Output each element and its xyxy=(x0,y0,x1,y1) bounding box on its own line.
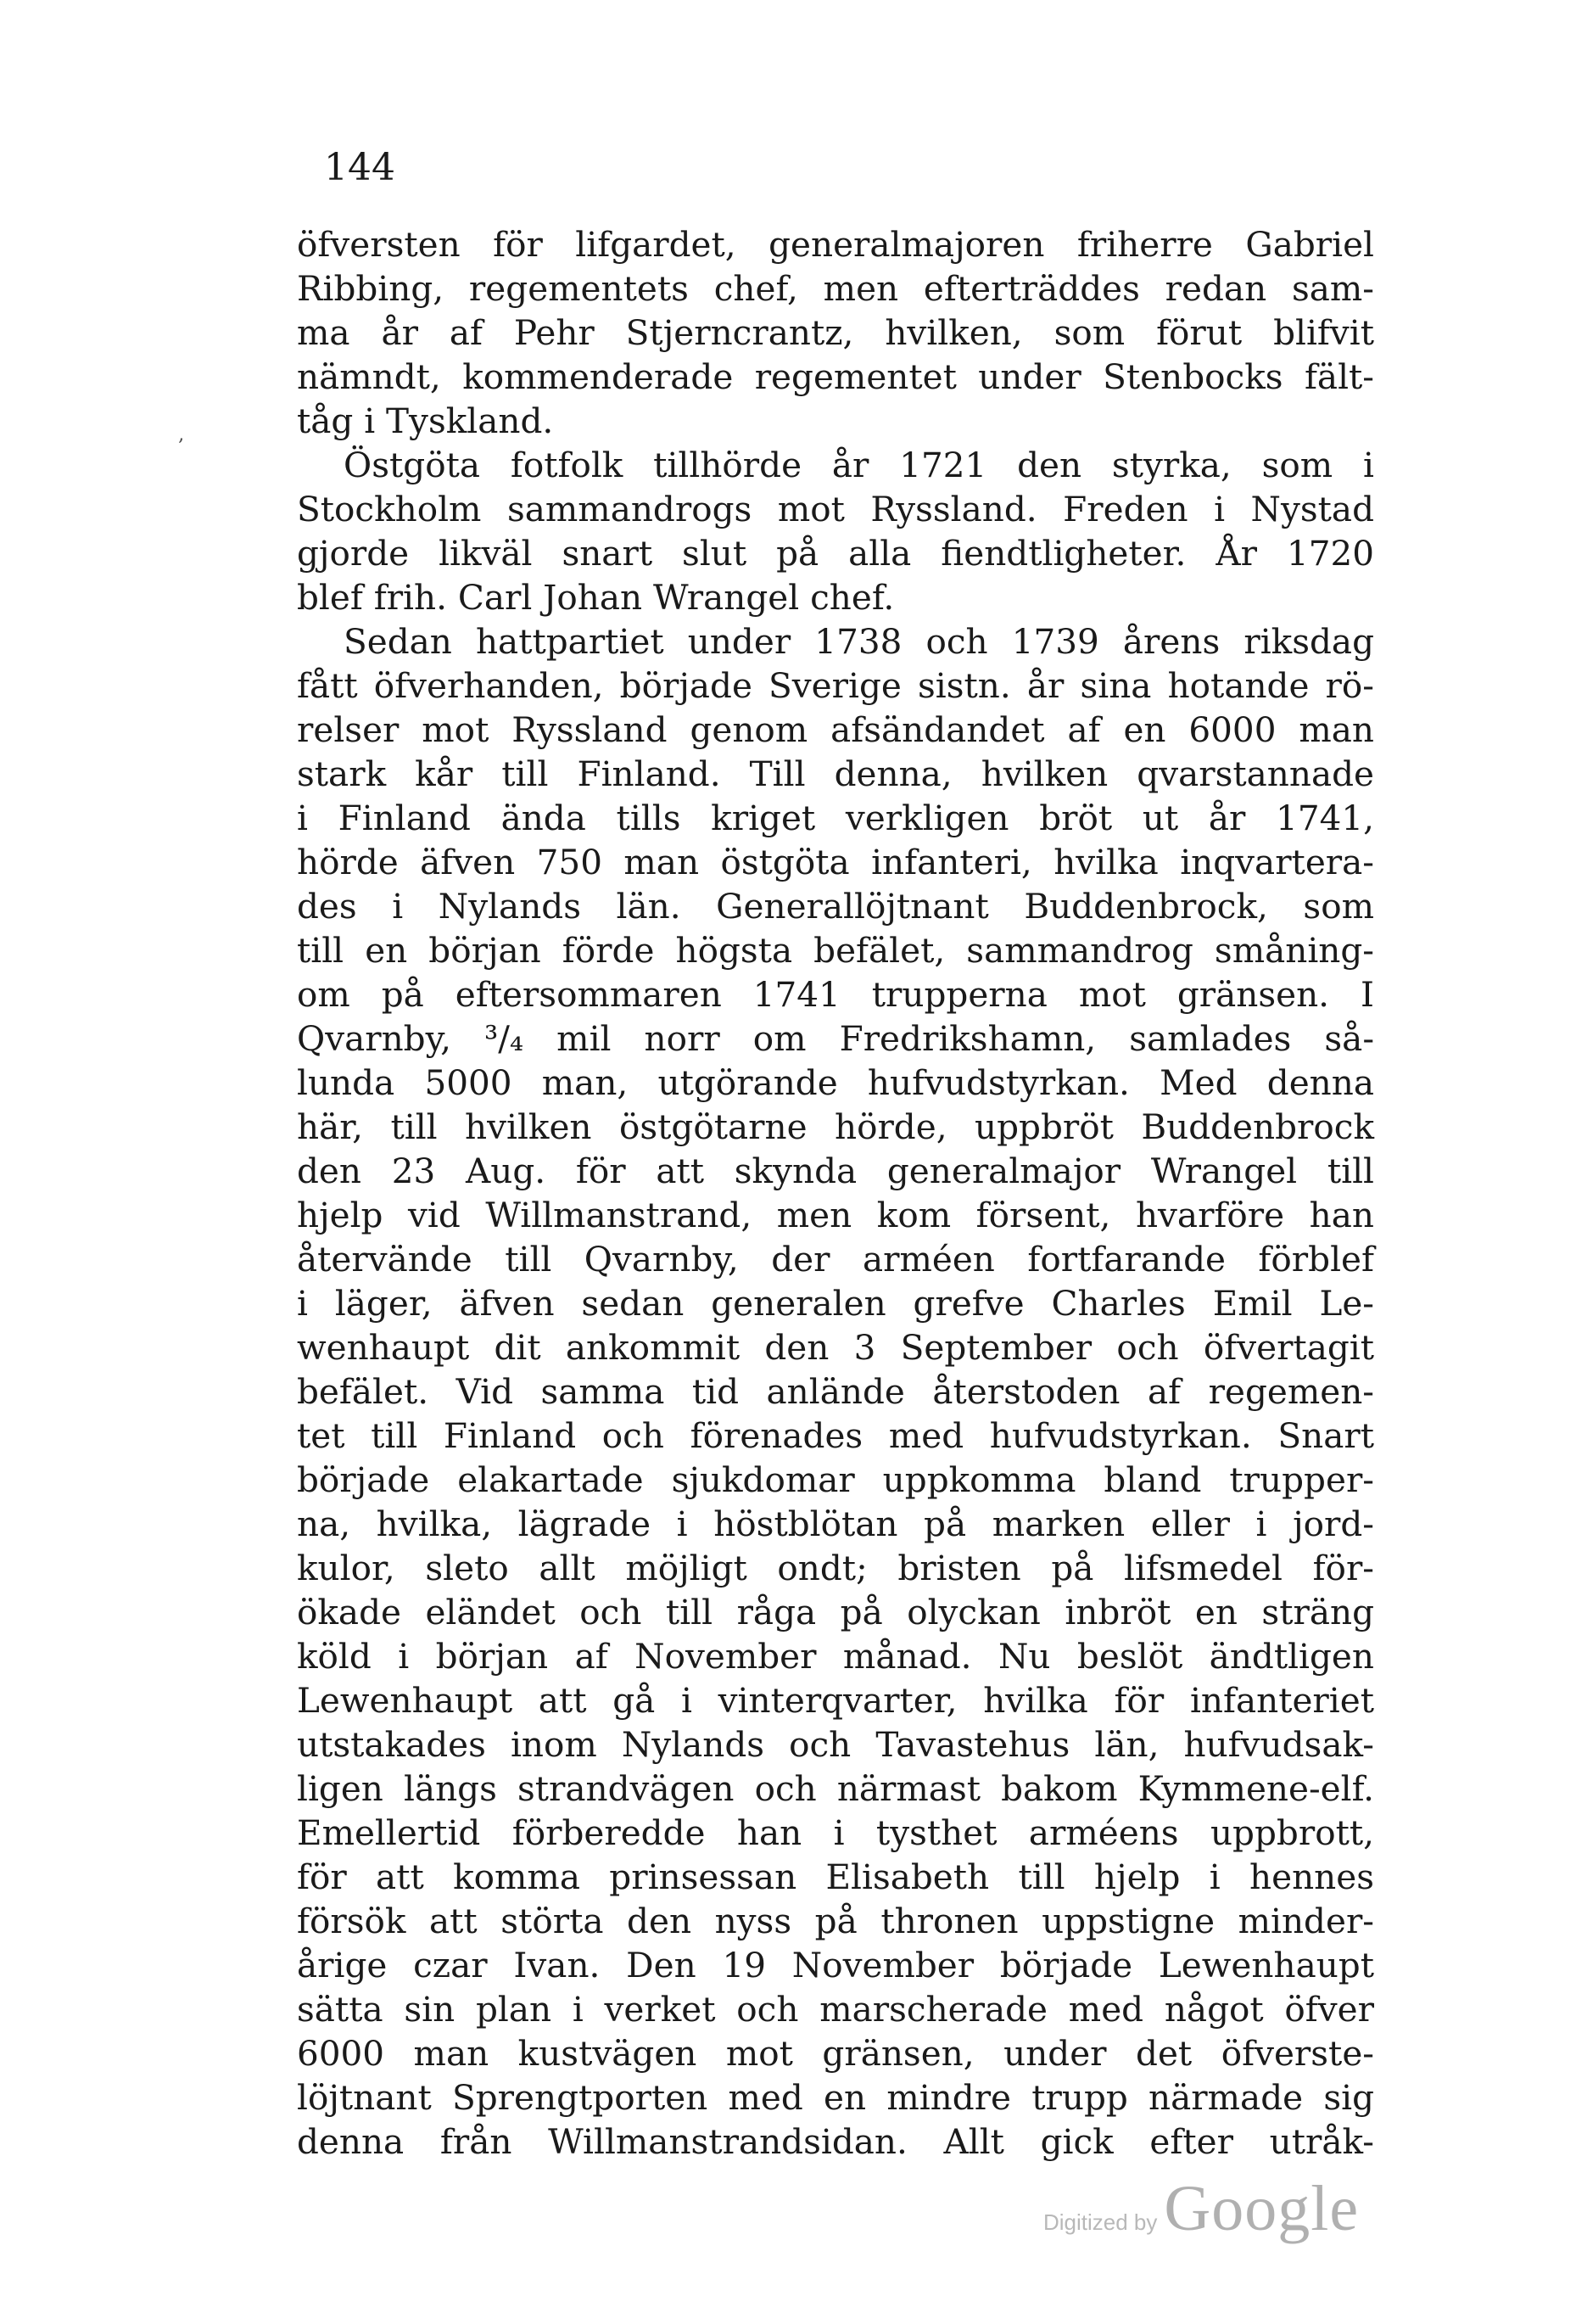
text-line: tet till Finland och förenades med hufvudstyrkan. Snart xyxy=(297,1415,1374,1456)
text-line: tåg i Tyskland. xyxy=(297,400,554,441)
text-line: öfversten för lifgardet, generalmajoren friherre Gabriel xyxy=(297,224,1374,265)
text-line: relser mot Ryssland genom afsändandet af en 6000 man xyxy=(297,709,1374,750)
text-line: i läger, äfven sedan generalen grefve Charles Emil Le- xyxy=(297,1283,1374,1324)
text-line: denna från Willmanstrandsidan. Allt gick efter utråk- xyxy=(297,2121,1374,2162)
text-line: köld i början af November månad. Nu beslöt ändtligen xyxy=(297,1636,1374,1677)
text-line: Stockholm sammandrogs mot Ryssland. Freden i Nystad xyxy=(297,489,1374,529)
text-line: ligen längs strandvägen och närmast bakom Kymmene-elf. xyxy=(297,1768,1374,1809)
stray-mark: ‚ xyxy=(178,424,184,445)
text-line: kulor, sleto allt möjligt ondt; bristen på lifsmedel för- xyxy=(297,1548,1374,1588)
text-line: lunda 5000 man, utgörande hufvudstyrkan. Med denna xyxy=(297,1062,1374,1103)
text-line: stark kår till Finland. Till denna, hvilken qvarstannade xyxy=(297,753,1374,794)
text-line: ma år af Pehr Stjerncrantz, hvilken, som förut blifvit xyxy=(297,312,1374,353)
text-line: Emellertid förberedde han i tysthet arméens uppbrott, xyxy=(297,1812,1374,1853)
text-line: des i Nylands län. Generallöjtnant Buddenbrock, som xyxy=(297,886,1374,927)
text-line: återvände till Qvarnby, der arméen fortfarande förblef xyxy=(297,1239,1374,1280)
text-line: Östgöta fotfolk tillhörde år 1721 den styrka, som i xyxy=(344,445,1374,485)
text-line: i Finland ända tills kriget verkligen bröt ut år 1741, xyxy=(297,798,1374,838)
text-line: den 23 Aug. för att skynda generalmajor Wrangel till xyxy=(297,1151,1374,1191)
page-number: 144 xyxy=(324,146,395,189)
text-line: om på eftersommaren 1741 trupperna mot gränsen. I xyxy=(297,974,1374,1015)
text-line: fått öfverhanden, började Sverige sistn. år sina hotande rö- xyxy=(297,665,1374,706)
digitized-watermark xyxy=(1043,2172,1359,2246)
text-line: hörde äfven 750 man östgöta infanteri, hvilka inqvartera- xyxy=(297,842,1374,882)
text-line: ökade eländet och till råga på olyckan inbröt en sträng xyxy=(297,1592,1374,1632)
text-line: utstakades inom Nylands och Tavastehus län, hufvudsak- xyxy=(297,1724,1374,1765)
text-line: Ribbing, regementets chef, men efterträddes redan sam- xyxy=(297,268,1374,309)
text-line: sätta sin plan i verket och marscherade med något öfver xyxy=(297,1989,1374,2030)
text-line: befälet. Vid samma tid anlände återstoden af regemen- xyxy=(297,1371,1374,1412)
text-line: till en början förde högsta befälet, sammandrog småning- xyxy=(297,930,1374,971)
text-line: nämndt, kommenderade regementet under Stenbocks fält- xyxy=(297,356,1374,397)
text-line: årige czar Ivan. Den 19 November började Lewenhaupt xyxy=(297,1945,1374,1985)
text-line: blef frih. Carl Johan Wrangel chef. xyxy=(297,577,895,618)
text-line: Lewenhaupt att gå i vinterqvarter, hvilka för infanteriet xyxy=(297,1680,1374,1721)
text-line: försök att störta den nyss på thronen uppstigne minder- xyxy=(297,1901,1374,1941)
body-text xyxy=(297,222,1374,2164)
text-line: löjtnant Sprengtporten med en mindre trupp närmade sig xyxy=(297,2077,1374,2118)
text-line: här, till hvilken östgötarne hörde, uppbröt Buddenbrock xyxy=(297,1106,1374,1147)
text-line: na, hvilka, lägrade i höstblötan på marken eller i jord- xyxy=(297,1504,1374,1544)
text-line: började elakartade sjukdomar uppkomma bland trupper- xyxy=(297,1459,1374,1500)
watermark-prefix: Digitized by xyxy=(1043,2209,1158,2235)
text-line: Qvarnby, ³/₄ mil norr om Fredrikshamn, samlades så- xyxy=(297,1018,1374,1059)
text-line: gjorde likväl snart slut på alla fiendtligheter. År 1720 xyxy=(297,533,1374,574)
text-line: för att komma prinsessan Elisabeth till hjelp i hennes xyxy=(297,1856,1374,1897)
text-line: Sedan hattpartiet under 1738 och 1739 årens riksdag xyxy=(344,621,1374,662)
watermark-brand: Google xyxy=(1164,2173,1360,2244)
text-line: 6000 man kustvägen mot gränsen, under det öfverste- xyxy=(297,2033,1374,2074)
text-line: wenhaupt dit ankommit den 3 September och öfvertagit xyxy=(297,1327,1374,1368)
text-line: hjelp vid Willmanstrand, men kom försent, hvarföre han xyxy=(297,1195,1374,1235)
